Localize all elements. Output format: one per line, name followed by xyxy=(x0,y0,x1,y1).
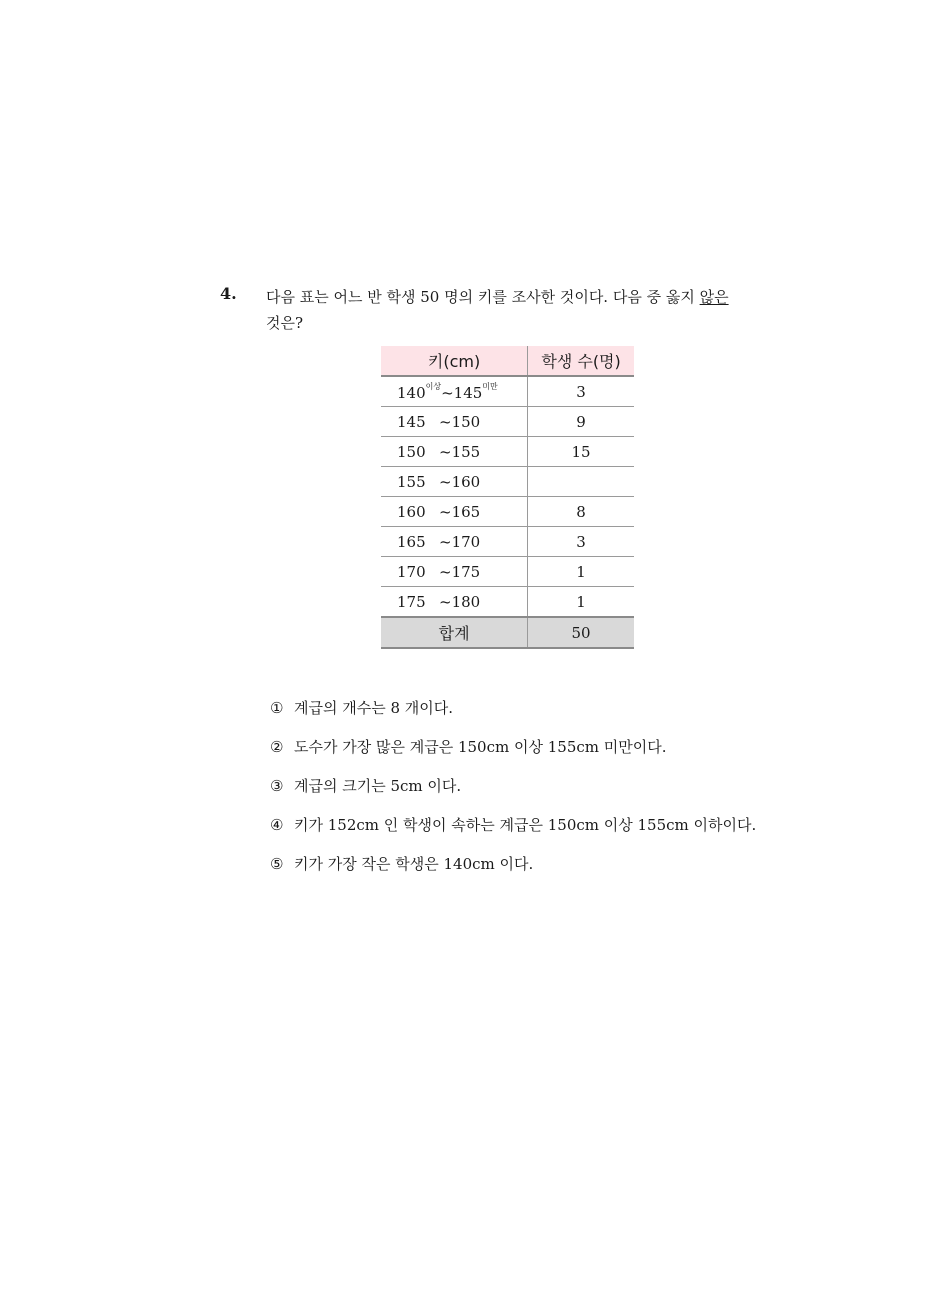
range-cell: 150 ~155 xyxy=(381,437,528,467)
option-text: 도수가 가장 많은 계급은 150cm 이상 155cm 미만이다. xyxy=(294,738,667,756)
table-row xyxy=(381,467,634,497)
range-cell: 170 ~175 xyxy=(381,557,528,587)
range-cell: 145 ~150 xyxy=(381,407,528,437)
table-row xyxy=(381,376,634,407)
option-mark: ② xyxy=(270,738,284,756)
table-total-row xyxy=(381,617,634,648)
lower-bound-note: 이상 xyxy=(425,382,442,391)
question-number: 4. xyxy=(220,284,237,303)
count-cell: 1 xyxy=(528,587,634,618)
question-underlined-word: 않은 xyxy=(699,288,729,306)
table-header-row xyxy=(381,346,634,376)
header-height: 키(cm) xyxy=(381,346,528,376)
question-text-main: 다음 표는 어느 반 학생 50 명의 키를 조사한 것이다. 다음 중 옳지 xyxy=(266,288,700,306)
option-mark: ③ xyxy=(270,777,284,795)
range-cell: 155 ~160 xyxy=(381,467,528,497)
option-text: 계급의 개수는 8 개이다. xyxy=(294,699,454,717)
option-text: 키가 가장 작은 학생은 140cm 이다. xyxy=(294,855,534,873)
header-student-count: 학생 수(명) xyxy=(528,346,634,376)
count-cell: 9 xyxy=(528,407,634,437)
upper-bound-note: 미만 xyxy=(482,382,498,391)
option-3[interactable] xyxy=(270,775,461,796)
table-row xyxy=(381,437,634,467)
count-cell: 3 xyxy=(528,527,634,557)
option-2[interactable] xyxy=(270,736,667,757)
question-text xyxy=(266,284,746,336)
table-row xyxy=(381,587,634,618)
question-text-line2: 것은? xyxy=(266,314,304,332)
option-mark: ① xyxy=(270,699,284,717)
range-cell: 175 ~180 xyxy=(381,587,528,618)
table-row xyxy=(381,407,634,437)
total-label: 합계 xyxy=(381,617,528,648)
total-value: 50 xyxy=(528,617,634,648)
option-text: 계급의 크기는 5cm 이다. xyxy=(294,777,462,795)
count-cell-blank xyxy=(528,467,634,497)
option-text: 키가 152cm 인 학생이 속하는 계급은 150cm 이상 155cm 이하이다. xyxy=(294,816,757,834)
count-cell: 3 xyxy=(528,376,634,407)
count-cell: 1 xyxy=(528,557,634,587)
range-cell: 160 ~165 xyxy=(381,497,528,527)
frequency-table xyxy=(381,346,634,649)
option-4[interactable] xyxy=(270,814,756,835)
table-row xyxy=(381,497,634,527)
count-cell: 8 xyxy=(528,497,634,527)
table-row xyxy=(381,527,634,557)
table-row xyxy=(381,557,634,587)
option-mark: ⑤ xyxy=(270,855,284,873)
option-5[interactable] xyxy=(270,853,533,874)
option-mark: ④ xyxy=(270,816,284,834)
range-cell: 165 ~170 xyxy=(381,527,528,557)
count-cell: 15 xyxy=(528,437,634,467)
range-cell: $140^{이상}\sim 145^{미만}$ xyxy=(381,376,528,407)
option-1[interactable] xyxy=(270,697,453,718)
